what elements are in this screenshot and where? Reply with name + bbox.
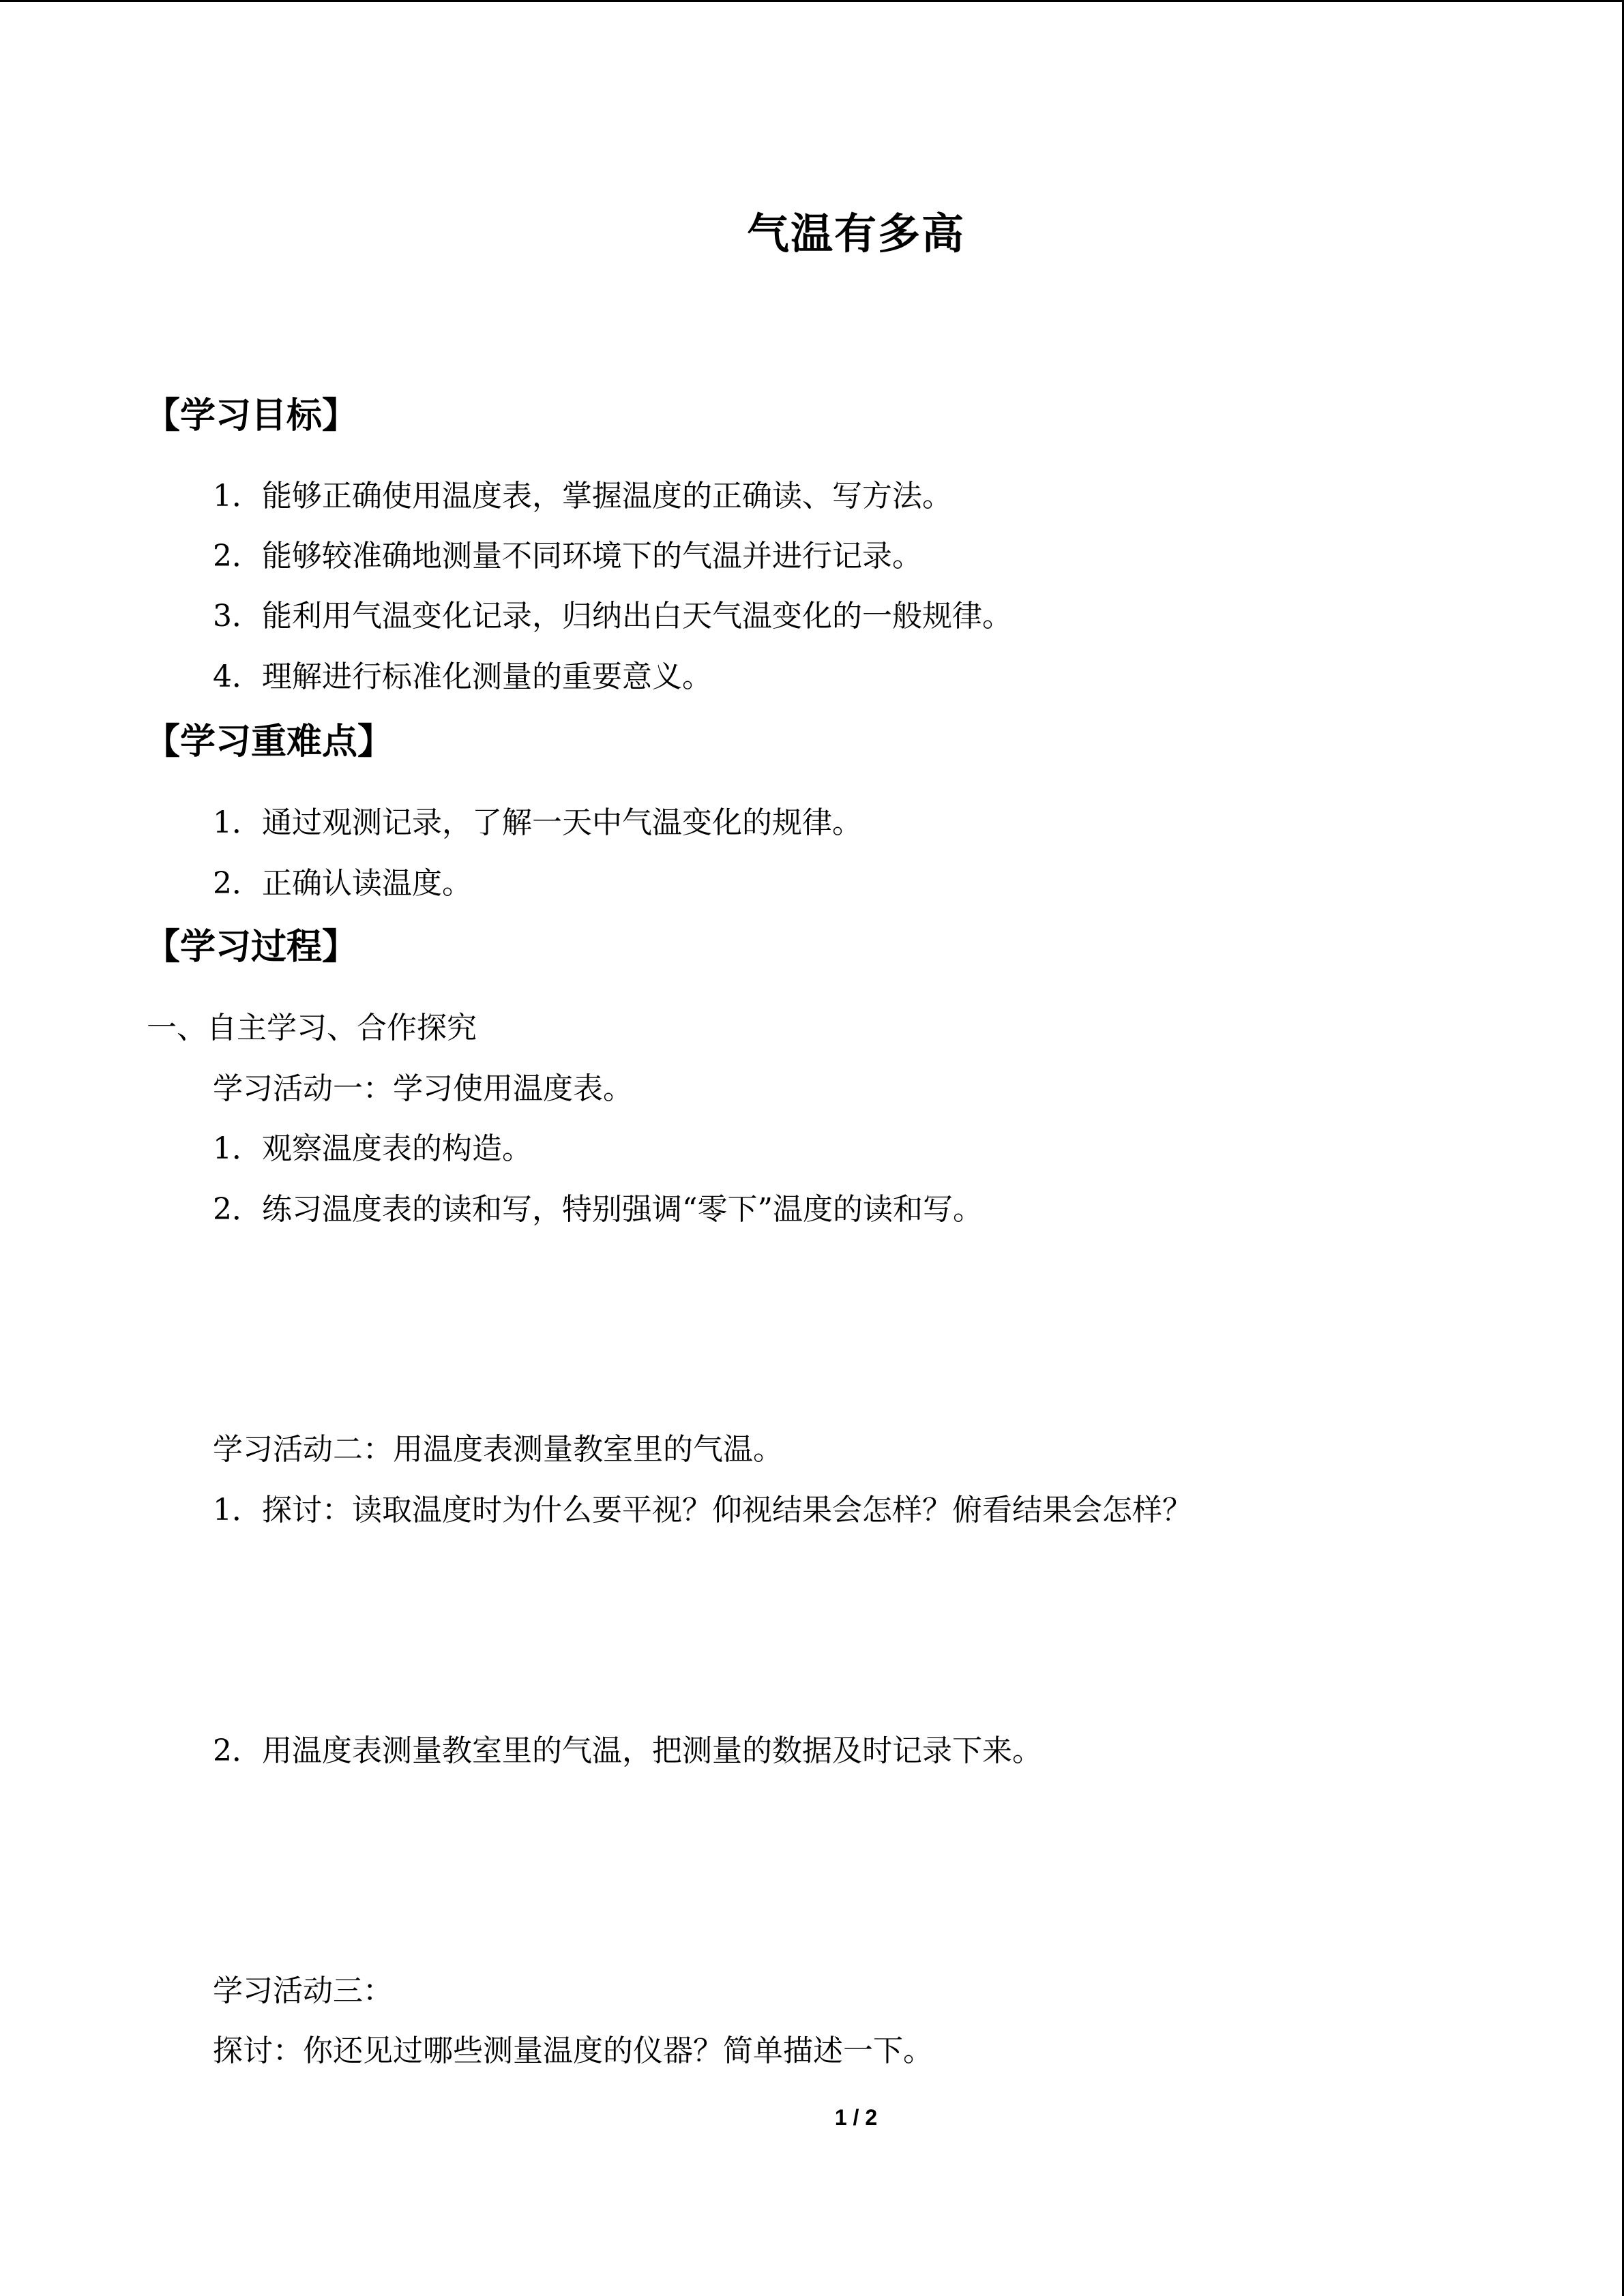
objective-item-2 [213,536,922,577]
objective-item-number: 1． [213,479,262,513]
activity-item-text: 探讨：读取温度时为什么要平视？仰视结果会怎样？俯看结果会怎样？ [262,1493,1192,1527]
objective-item-text: 能够正确使用温度表，掌握温度的正确读、写方法。 [262,479,952,513]
objective-item-1 [213,476,952,517]
activity-item-text: 观察温度表的构造。 [262,1131,532,1166]
part-one-heading: 一、自主学习、合作探究 [147,1011,477,1045]
activity-two-title: 学习活动二：用温度表测量教室里的气温。 [213,1432,783,1467]
document-title: 气温有多高 [746,209,965,258]
activity-item-text: 练习温度表的读和写，特别强调“零下”温度的读和写。 [262,1192,983,1227]
activity-item-number: 2． [213,1733,262,1768]
objective-item-text: 能够较准确地测量不同环境下的气温并进行记录。 [262,539,922,573]
objective-item-3 [213,596,1012,637]
objective-item-text: 理解进行标准化测量的重要意义。 [262,659,712,694]
activity-two-item-1 [213,1490,1192,1531]
activity-three-title: 学习活动三： [213,1973,393,2008]
activity-item-number: 2． [213,1192,262,1227]
activity-three-prompt: 探讨：你还见过哪些测量温度的仪器？简单描述一下。 [213,2033,933,2068]
key-point-item-2 [213,863,472,904]
objective-item-4 [213,657,712,698]
objectives-heading: 【学习目标】 [145,396,358,436]
activity-one-title: 学习活动一：学习使用温度表。 [213,1071,633,1106]
key-point-item-text: 正确认读温度。 [262,866,472,901]
key-point-item-text: 通过观测记录，了解一天中气温变化的规律。 [262,805,862,840]
key-point-item-number: 1． [213,805,262,840]
activity-two-item-2 [213,1731,1042,1772]
activity-item-number: 1． [213,1131,262,1166]
key-points-heading: 【学习重难点】 [145,721,394,762]
activity-one-item-2 [213,1189,983,1230]
objective-item-number: 3． [213,599,262,633]
process-heading: 【学习过程】 [145,927,358,968]
page-number: 1 / 2 [834,2105,878,2130]
activity-one-item-1 [213,1129,532,1169]
objective-item-number: 4． [213,659,262,694]
key-point-item-number: 2． [213,866,262,901]
activity-item-text: 用温度表测量教室里的气温，把测量的数据及时记录下来。 [262,1733,1042,1768]
activity-item-number: 1． [213,1493,262,1527]
key-point-item-1 [213,803,862,844]
objective-item-text: 能利用气温变化记录，归纳出白天气温变化的一般规律。 [262,599,1012,633]
objective-item-number: 2． [213,539,262,573]
